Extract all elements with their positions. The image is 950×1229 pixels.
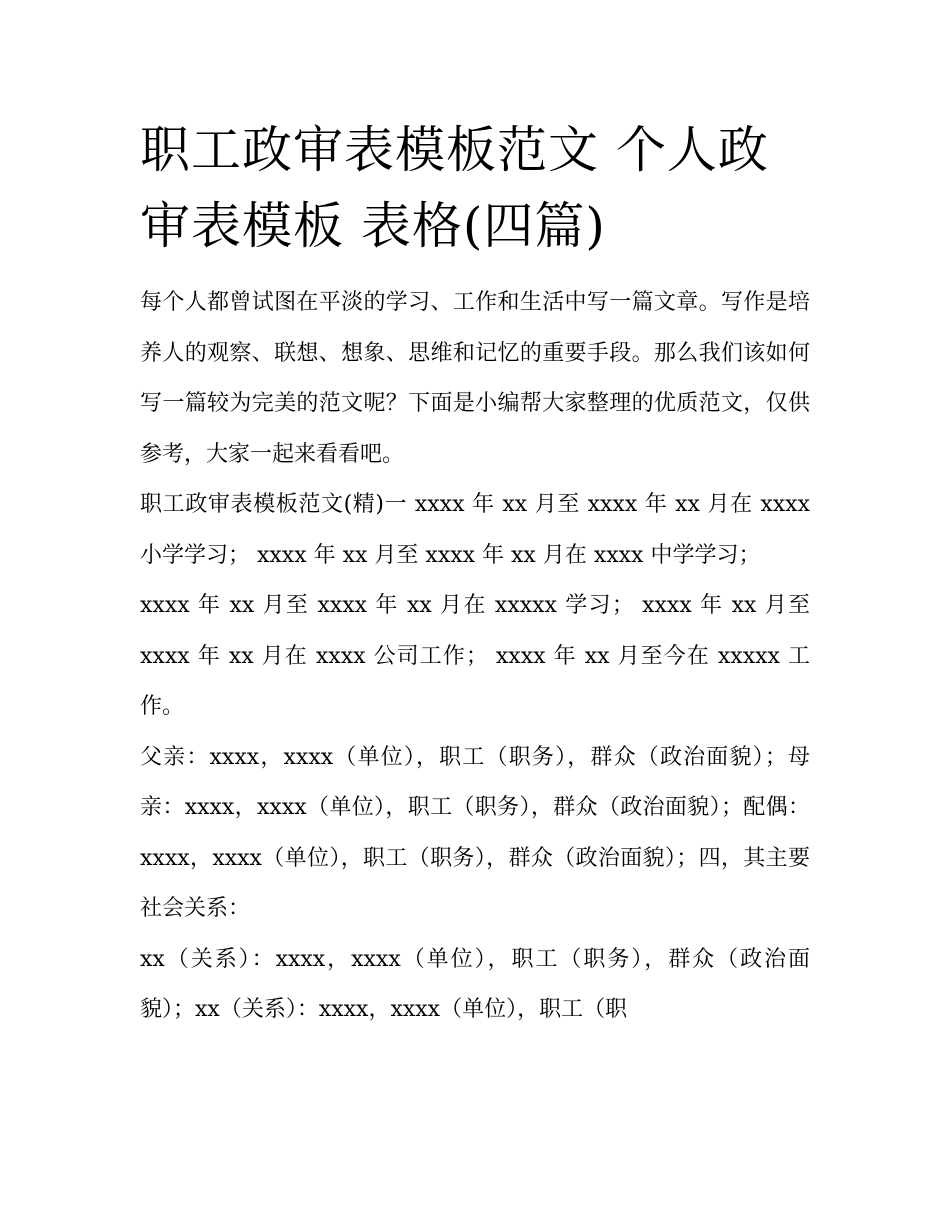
social-relations-paragraph: xx（关系）：xxxx，xxxx（单位），职工（职务），群众（政治面貌）；xx（关系）：xxxx，xxxx（单位），职工（职: [140, 946, 810, 1022]
family-members-paragraph: 父亲：xxxx，xxxx（单位），职工（职务），群众（政治面貌）；母亲：xxxx，xxxx（单位），职工（职务），群众（政治面貌）；配偶：xxxx，xxxx（单位），职工（职务），群众（政治面貌）；四，其主要社会关系：: [140, 744, 810, 921]
work-history-paragraph: xxxx 年 xx 月至 xxxx 年 xx 月在 xxxxx 学习； xxxx 年 xx 月至 xxxx 年 xx 月在 xxxx 公司工作； xxxx 年 xx 月至今在 xxxxx 工作。: [140, 593, 810, 719]
intro-paragraph: 每个人都曾试图在平淡的学习、工作和生活中写一篇文章。写作是培养人的观察、联想、想象、思维和记忆的重要手段。那么我们该如何写一篇较为完美的范文呢？下面是小编帮大家整理的优质范文，仅供参考，大家一起来看看吧。: [140, 290, 810, 467]
education-paragraph: 职工政审表模板范文(精)一 xxxx 年 xx 月至 xxxx 年 xx 月在 xxxx 小学学习； xxxx 年 xx 月至 xxxx 年 xx 月在 xxxx 中学学习；: [140, 492, 810, 568]
document-title: 职工政审表模板范文 个人政审表模板 表格(四篇): [140, 121, 769, 255]
document-body: [140, 112, 810, 1036]
